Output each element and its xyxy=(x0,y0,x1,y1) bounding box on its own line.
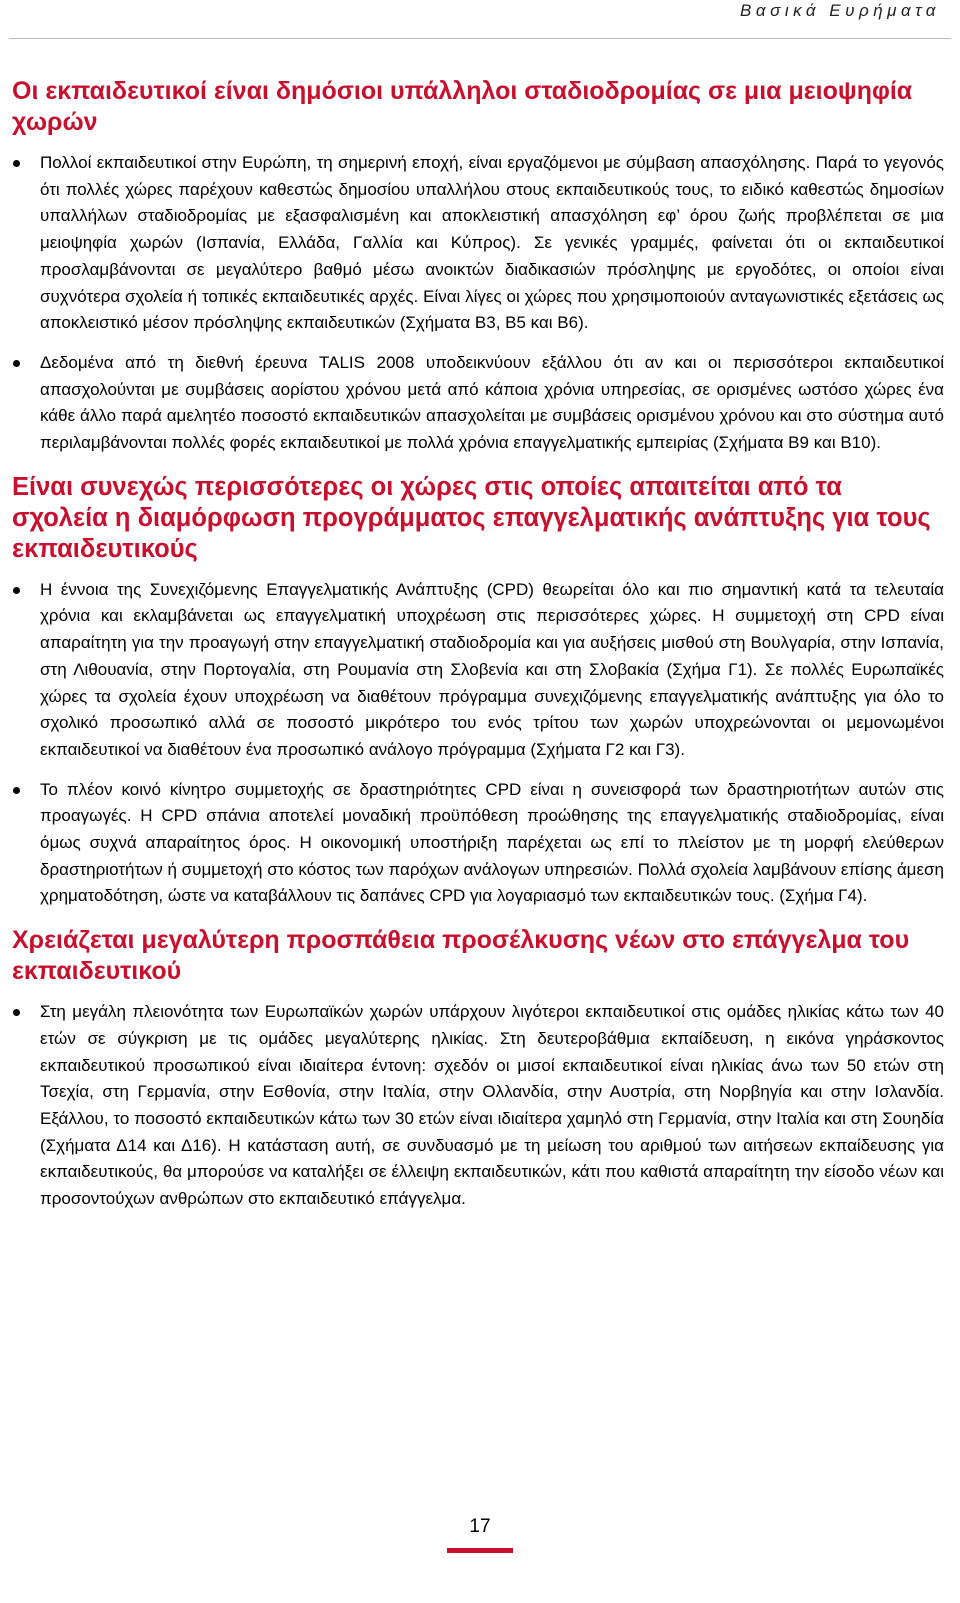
section-heading: Χρειάζεται μεγαλύτερη προσπάθεια προσέλκυσης νέων στο επάγγελμα του εκπαιδευτικού xyxy=(12,926,910,986)
document-body xyxy=(12,76,944,1226)
footer-bar xyxy=(447,1548,513,1553)
bullet-list xyxy=(12,999,944,1213)
running-header: Βασικά Ευρήματα xyxy=(740,1,940,20)
bullet-item xyxy=(12,350,944,457)
bullet-text: Το πλέον κοινό κίνητρο συμμετοχής σε δραστηριότητες CPD είναι η συνεισφορά των δραστηριοτήτων αυτών στις προαγωγές. Η CPD σπάνια αποτελεί μοναδική προϋπόθεση προώθησης της επαγγελματικής σταδιοδρομίας, είναι όμως συχνά απαραίτητος όρος. Η οικονομική υποστήριξη παρέχεται ως επί το πλείστον με τη μορφή ελεύθερων δραστηριοτήτων ή συμμετοχή στο κόστος των παρόχων ανάλογων υπηρεσιών. Πολλά σχολεία λαμβάνουν επίσης άμεση χρηματοδότηση, ώστε να καταβάλλουν τις δαπάνες CPD για λογαριασμό των εκπαιδευτικών τους. (Σχήμα Γ4). xyxy=(40,779,944,906)
bullet-list xyxy=(12,577,944,910)
section-heading: Είναι συνεχώς περισσότερες οι χώρες στις οποίες απαιτείται από τα σχολεία η διαμόρφωση προγράμματος επαγγελματικής ανάπτυξης για τους εκπαιδευτικούς xyxy=(12,472,931,563)
bullet-text: Στη μεγάλη πλειονότητα των Ευρωπαϊκών χωρών υπάρχουν λιγότεροι εκπαιδευτικοί στις ομάδες ηλικίας κάτω των 40 ετών σε σύγκριση με τις ομάδες μεγαλύτερης ηλικίας. Στη δευτεροβάθμια εκπαίδευση, η εικόνα γηράσκοντος εκπαιδευτικού προσωπικού είναι ιδιαίτερα έντονη: σχεδόν οι μισοί εκπαιδευτικοί είναι ηλικίας άνω των 50 ετών στη Τσεχία, στη Γερμανία, στην Εσθονία, στην Ιταλία, στην Ολλανδία, στην Αυστρία, στη Νορβηγία και στην Ισλανδία. Εξάλλου, το ποσοστό εκπαιδευτικών κάτω των 30 ετών είναι ιδιαίτερα χαμηλό στη Γερμανία, στην Ιταλία και στη Σουηδία (Σχήματα Δ14 και Δ16). Η κατάσταση αυτή, σε συνδυασμό με τη μείωση του αριθμού των αιτήσεων εκπαίδευσης για εκπαιδευτικούς, θα μπορούσε να καταλήξει σε έλλειψη εκπαιδευτικών, κάτι που καθιστά απαραίτητη την είσοδο νέων και προσοντούχων ανθρώπων στο εκπαιδευτικό επάγγελμα. xyxy=(40,1002,944,1209)
bullet-text: Η έννοια της Συνεχιζόμενης Επαγγελματικής Ανάπτυξης (CPD) θεωρείται όλο και πιο σημαντική κατά τα τελευταία χρόνια και εκλαμβάνεται ως επαγγελματική υποχρέωση στις περισσότερες χώρες. Η συμμετοχή στη CPD είναι απαραίτητη για την προαγωγή στην επαγγελματική σταδιοδρομία και για αυξήσεις μισθού στη Βουλγαρία, στην Ισπανία, στη Λιθουανία, στην Πορτογαλία, στη Ρουμανία στη Σλοβενία και στη Σλοβακία (Σχήμα Γ1). Σε πολλές Ευρωπαϊκές χώρες τα σχολεία έχουν υποχρέωση να διαθέτουν πρόγραμμα συνεχιζόμενης επαγγελματικής ανάπτυξης για όλο το σχολικό προσωπικό αλλά σε ποσοστό μικρότερο του ενός τρίτου των χωρών υποχρεώνονται οι μεμονωμένοι εκπαιδευτικοί να διαθέτουν ένα προσωπικό ανάλογο πρόγραμμα (Σχήματα Γ2 και Γ3). xyxy=(40,579,944,759)
section-attracting-young-teachers xyxy=(12,925,944,1213)
bullet-text: Πολλοί εκπαιδευτικοί στην Ευρώπη, τη σημερινή εποχή, είναι εργαζόμενοι με σύμβαση απασχόλησης. Παρά το γεγονός ότι πολλές χώρες παρέχουν καθεστώς δημοσίου υπαλλήλου στους εκπαιδευτικούς τους, το ειδικό καθεστώς δημοσίων υπαλλήλων σταδιοδρομίας με εξασφαλισμένη και αποκλειστική απασχόληση εφ’ όρου ζωής προβλέπεται σε μια μειοψηφία χωρών (Ισπανία, Ελλάδα, Γαλλία και Κύπρος). Σε γενικές γραμμές, φαίνεται ότι οι εκπαιδευτικοί προσλαμβάνονται σε μεγαλύτερο βαθμό μέσω ανοικτών διαδικασιών πρόσληψης με εργοδότες, οι οποίοι είναι συχνότερα σχολεία ή τοπικές εκπαιδευτικές αρχές. Είναι λίγες οι χώρες που χρησιμοποιούν ανταγωνιστικές εξετάσεις ως αποκλειστικό μέσον πρόσληψης εκπαιδευτικών (Σχήματα Β3, Β5 και Β6). xyxy=(40,153,944,333)
bullet-item xyxy=(12,999,944,1213)
bullet-icon xyxy=(13,160,20,167)
bullet-icon xyxy=(13,1009,20,1016)
bullet-text: Δεδομένα από τη διεθνή έρευνα TALIS 2008 υποδεικνύουν εξάλλου ότι αν και οι περισσότεροι εκπαιδευτικοί απασχολούνται με συμβάσεις αορίστου χρόνου μετά από κάποια χρόνια υπηρεσίας, σε ορισμένες ωστόσο χώρες ένα κάθε άλλο παρά αμελητέο ποσοστό εκπαιδευτικών απασχολείται με συμβάσεις ορισμένου χρόνου και στο σύστημα αυτό περιλαμβάνονται πολλές φορές εκπαιδευτικοί με πολλά χρόνια επαγγελματικής εμπειρίας (Σχήματα Β9 και Β10). xyxy=(40,352,944,453)
section-civil-servants xyxy=(12,76,944,457)
bullet-icon xyxy=(13,587,20,594)
page-footer xyxy=(0,1514,960,1553)
bullet-item xyxy=(12,777,944,911)
page-number: 17 xyxy=(469,1516,491,1537)
section-professional-development xyxy=(12,472,944,910)
section-heading: Οι εκπαιδευτικοί είναι δημόσιοι υπάλληλοι σταδιοδρομίας σε μια μειοψηφία χωρών xyxy=(12,77,913,136)
bullet-item xyxy=(12,150,944,337)
bullet-list xyxy=(12,150,944,457)
header-rule xyxy=(9,38,951,39)
bullet-icon xyxy=(13,787,20,794)
bullet-icon xyxy=(13,360,20,367)
bullet-item xyxy=(12,577,944,764)
